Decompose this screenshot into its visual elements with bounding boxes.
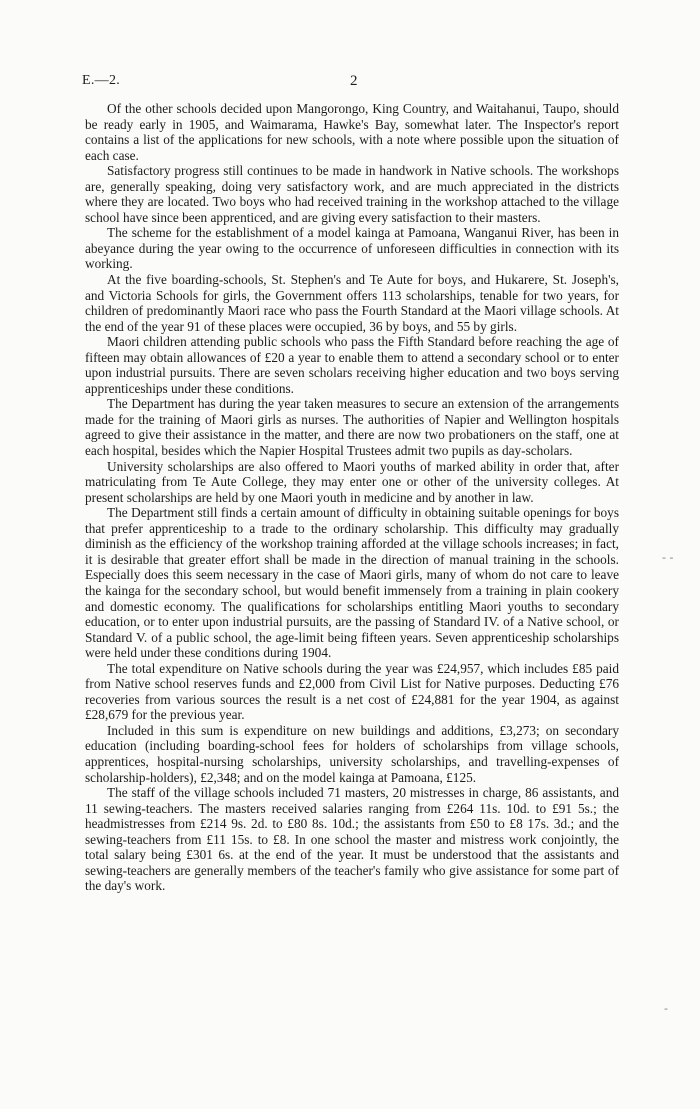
paragraph-total-expenditure: The total expenditure on Native schools during the year was £24,957, which includes £85 paid from Native school reserves funds and £2,000 from Civil List for Native purposes. Deducting £76 recoveries from various sources the result is a net cost of £24,881 for the year 1904, as against £28,679 for the previous year. <box>85 660 619 723</box>
paragraph-expenditure-breakdown: Included in this sum is expenditure on new buildings and additions, £3,273; on secondary education (including boarding-school fees for holders of scholarships from village schools, apprentices, hospital-nursing scholarships, university scholarships, and travelling-expenses of scholarship-holders), £2,348; and on the model kainga at Pamoana, £125. <box>85 722 619 785</box>
paragraph-new-schools: Of the other schools decided upon Mangorongo, King Country, and Waitahanui, Taupo, should be ready early in 1905, and Waimarama, Hawke's Bay, somewhat later. The Inspector's report contains a list of the applications for new schools, with a note where possible upon the situation of each case. <box>85 101 619 163</box>
paragraph-nurse-training: The Department has during the year taken measures to secure an extension of the arrangements made for the training of Maori girls as nurses. The authorities of Napier and Wellington hospitals agreed to give their assistance in the matter, and there are now two probationers on the staff, one at each hospital, besides which the Napier Hospital Trustees admit two pupils as day-scholars. <box>85 396 619 459</box>
margin-mark: - - <box>662 551 674 564</box>
paragraph-boarding-schools: At the five boarding-schools, St. Stephen's and Te Aute for boys, and Hukarere, St. Joseph's, and Victoria Schools for girls, the Government offers 113 scholarships, tenable for two years, for children of predominantly Maori race who pass the Fourth Standard at the Maori village schools. At the end of the year 91 of these places were occupied, 36 by boys, and 55 by girls. <box>85 272 619 334</box>
body-text <box>85 101 619 894</box>
margin-mark: - <box>664 1002 668 1015</box>
paragraph-model-kainga: The scheme for the establishment of a model kainga at Pamoana, Wanganui River, has been in abeyance during the year owing to the occurrence of unforeseen difficulties in connection with its working. <box>85 225 619 272</box>
paragraph-university-scholarships: University scholarships are also offered to Maori youths of marked ability in order that, after matriculating from Te Aute College, they may enter one or other of the university colleges. At present scholarships are held by one Maori youth in medicine and by another in law. <box>85 458 619 505</box>
page-number: 2 <box>350 73 358 89</box>
page-header <box>82 73 622 93</box>
paragraph-apprenticeship: The Department still finds a certain amount of difficulty in obtaining suitable openings for boys that prefer apprenticeship to a trade to the ordinary scholarship. This difficulty may gradually diminish as the efficiency of the workshop training afforded at the village schools increases; in fact, it is desirable that greater effort shall be made in the direction of manual training in the schools. Especially does this seem necessary in the case of Maori girls, many of whom do not care to leave the kainga for the secondary school, but would benefit immensely from a training in plain cookery and domestic economy. The qualifications for scholarships entitling Maori youths to secondary education, or to enter upon industrial pursuits, are the passing of Standard IV. of a Native school, or Standard V. of a public school, the age-limit being fifteen years. Seven apprenticeship scholarships were held under these conditions during 1904. <box>85 505 619 661</box>
paragraph-handwork: Satisfactory progress still continues to be made in handwork in Native schools. The workshops are, generally speaking, doing very satisfactory work, and are much appreciated in the districts where they are located. Two boys who had received training in the workshop attached to the village school have since been apprenticed, and are giving every satisfaction to their masters. <box>85 163 619 225</box>
document-reference: E.—2. <box>82 73 121 88</box>
paragraph-public-school-allowances: Maori children attending public schools who pass the Fifth Standard before reaching the age of fifteen may obtain allowances of £20 a year to enable them to attend a secondary school or to enter upon industrial pursuits. There are seven scholars receiving higher education and two boys serving apprenticeships under these conditions. <box>85 334 619 396</box>
paragraph-staff-salaries: The staff of the village schools included 71 masters, 20 mistresses in charge, 86 assistants, and 11 sewing-teachers. The masters received salaries ranging from £264 11s. 10d. to £91 5s.; the headmistresses from £214 9s. 2d. to £80 8s. 10d.; the assistants from £50 to £8 17s. 3d.; and the sewing-teachers from £11 15s. to £8. In one school the master and mistress work conjointly, the total salary being £301 6s. at the end of the year. It must be understood that the assistants and sewing-teachers are generally members of the teacher's family who give assistance for some part of the day's work. <box>85 785 619 894</box>
